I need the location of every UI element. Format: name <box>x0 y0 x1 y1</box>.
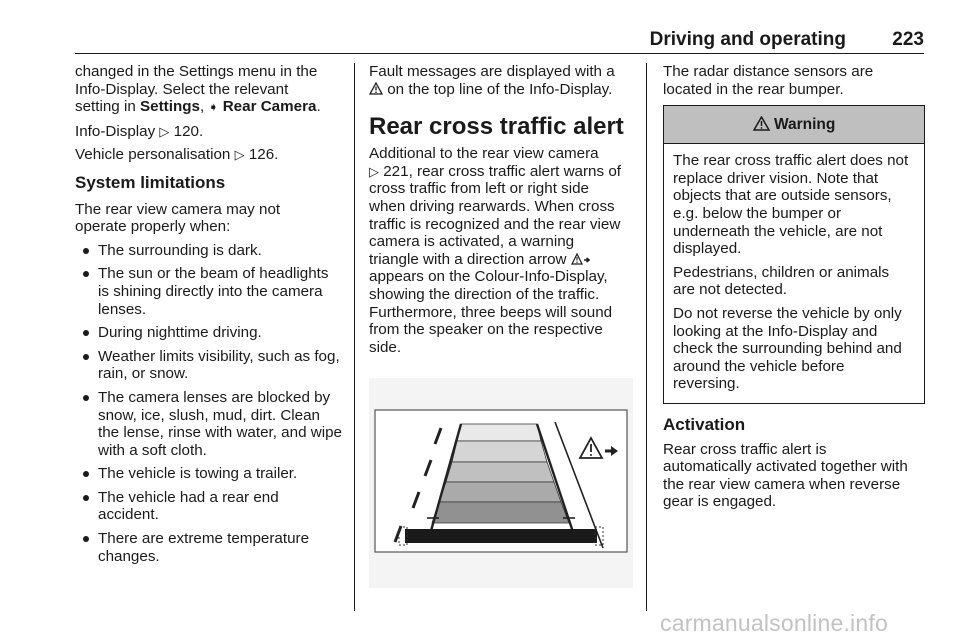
warning-line: reversing. <box>673 375 740 393</box>
warning-line: looking at the Info-Display and <box>673 322 878 340</box>
activation-paragraph <box>663 441 925 511</box>
column-2 <box>369 63 633 362</box>
cross-ref-page: 120. <box>173 122 204 140</box>
intro-paragraph <box>75 63 343 117</box>
guide-band-4 <box>439 482 561 502</box>
column-1 <box>75 63 343 571</box>
activation-line: Rear cross traffic alert is <box>663 440 827 458</box>
warning-triangle-icon <box>753 116 770 131</box>
intro-line-3: setting in <box>75 98 136 116</box>
separator: , <box>199 98 205 116</box>
menu-arrow-icon: ➧ <box>208 100 219 115</box>
column-3 <box>663 63 925 517</box>
list-item-text: The surrounding is dark. <box>98 241 262 259</box>
page-header <box>75 27 924 54</box>
limitations-list <box>75 242 343 566</box>
radar-line-1: The radar distance sensors are <box>663 63 874 80</box>
list-item-text: The sun or the beam of headlights is shining directly into the camera lenses. <box>98 265 329 318</box>
warning-line: check the surrounding behind and <box>673 340 902 358</box>
period: . <box>316 98 321 116</box>
page-ref-icon: ▷ <box>369 163 379 179</box>
bullet-icon <box>83 471 89 477</box>
rear-cross-traffic-paragraph <box>369 145 633 356</box>
rear-camera-menu-label: Rear Camera <box>222 98 317 116</box>
rear-view-display-graphic <box>369 378 633 588</box>
list-item <box>75 389 343 459</box>
warning-triangle-with-arrow-icon <box>571 253 591 265</box>
activation-line: gear is engaged. <box>663 493 777 511</box>
para-line: camera is activated, a warning <box>369 233 575 251</box>
cross-ref-info-display[interactable] <box>75 123 343 141</box>
para-line: cross traffic from left or right side <box>369 180 590 198</box>
fault-line-1: Fault messages are displayed with a <box>369 63 615 80</box>
warning-line: replace driver vision. Note that <box>673 169 879 187</box>
warning-line: underneath the vehicle, are not <box>673 222 883 240</box>
para-line: traffic is recognized and the rear view <box>369 215 621 233</box>
settings-menu-label: Settings <box>140 98 200 116</box>
rear-camera-illustration <box>369 378 633 588</box>
warning-title: Warning <box>773 116 836 134</box>
section-heading-rear-cross-traffic-alert: Rear cross traffic alert <box>369 113 624 141</box>
watermark: carmanualsonline.info <box>660 610 888 636</box>
para-line: Additional to the rear view camera <box>369 145 599 163</box>
list-item <box>75 265 343 318</box>
para-line: from the speaker on the respective <box>369 321 603 339</box>
list-item-text: The vehicle is towing a trailer. <box>98 465 298 483</box>
bullet-icon <box>83 536 89 542</box>
list-item-text: The vehicle had a rear end accident. <box>98 488 279 524</box>
guide-band-2 <box>452 441 547 462</box>
guide-band-3 <box>446 462 554 482</box>
page-ref-icon: ▷ <box>159 123 170 139</box>
para-line: when driving rearwards. When cross <box>369 197 615 215</box>
section-heading-activation: Activation <box>663 414 746 434</box>
warning-line: are not detected. <box>673 281 787 299</box>
activation-line: the rear view camera when reverse <box>663 475 901 493</box>
guide-band-5 <box>432 502 569 523</box>
warning-line: objects that are outside sensors, <box>673 187 892 205</box>
warning-line: The rear cross traffic alert does not <box>673 152 909 170</box>
cross-ref-label: Info-Display <box>75 122 156 140</box>
column-divider-1 <box>354 63 355 611</box>
list-item-text: There are extreme temperature changes. <box>98 530 310 565</box>
warning-line: Pedestrians, children or animals <box>673 263 890 281</box>
intro-line-1: changed in the Settings menu in the <box>75 63 318 80</box>
warning-paragraph-1 <box>673 152 916 258</box>
bullet-icon <box>83 495 89 501</box>
warning-body <box>664 144 924 403</box>
para-line: Furthermore, three beeps will sound <box>369 303 613 321</box>
page-ref-icon: ▷ <box>234 147 245 163</box>
para-line: appears on the Colour-Info-Display, <box>369 268 608 286</box>
limitations-lead <box>75 201 343 236</box>
para-line: showing the direction of the traffic. <box>369 285 600 303</box>
warning-line: around the vehicle before <box>673 357 845 375</box>
warning-paragraph-2 <box>673 264 916 299</box>
intro-line-2: Info-Display. Select the relevant <box>75 80 289 98</box>
warning-line: Do not reverse the vehicle by only <box>673 304 902 322</box>
warning-paragraph-3 <box>673 305 916 393</box>
cross-ref-label: Vehicle personalisation <box>75 146 231 164</box>
list-item <box>75 324 343 342</box>
radar-line-2: located in the rear bumper. <box>663 80 844 98</box>
warning-triangle-icon <box>369 82 383 95</box>
cross-ref-page: 126. <box>248 146 279 164</box>
list-item <box>75 530 343 565</box>
list-item <box>75 242 343 260</box>
list-item <box>75 348 343 383</box>
radar-paragraph <box>663 63 925 98</box>
page-number: 223 <box>892 29 924 50</box>
bullet-icon <box>83 271 89 277</box>
cross-ref-vehicle-personalisation[interactable] <box>75 146 343 164</box>
para-line: 221, rear cross traffic alert warns of <box>383 162 621 180</box>
fault-line-2: on the top line of the Info-Display. <box>387 80 613 98</box>
chapter-title: Driving and operating <box>649 29 846 50</box>
warning-line: displayed. <box>673 240 742 258</box>
para-line: side. <box>369 338 402 356</box>
bullet-icon <box>83 395 89 401</box>
list-item-text: During nighttime driving. <box>98 324 262 342</box>
list-item-text: The camera lenses are blocked by snow, ice, slush, mud, dirt. Clean the lense, rinse with water, and wipe with a soft cloth. <box>98 388 342 459</box>
warning-box <box>663 105 925 404</box>
guide-band-1 <box>457 424 541 441</box>
list-item <box>75 465 343 483</box>
fault-message-paragraph <box>369 63 633 98</box>
warning-line: e.g. below the bumper or <box>673 204 842 222</box>
bullet-icon <box>83 248 89 254</box>
para-line: triangle with a direction arrow <box>369 250 567 268</box>
column-divider-2 <box>646 63 647 611</box>
lead-line-1: The rear view camera may not <box>75 200 281 218</box>
bumper-bar <box>405 529 597 543</box>
section-heading-system-limitations: System limitations <box>75 172 226 192</box>
list-item-text: Weather limits visibility, such as fog, rain, or snow. <box>98 347 340 383</box>
bullet-icon <box>83 330 89 336</box>
warning-header <box>664 106 924 144</box>
list-item <box>75 489 343 524</box>
bullet-icon <box>83 354 89 360</box>
lead-line-2: operate properly when: <box>75 218 231 236</box>
activation-line: automatically activated together with <box>663 458 908 476</box>
